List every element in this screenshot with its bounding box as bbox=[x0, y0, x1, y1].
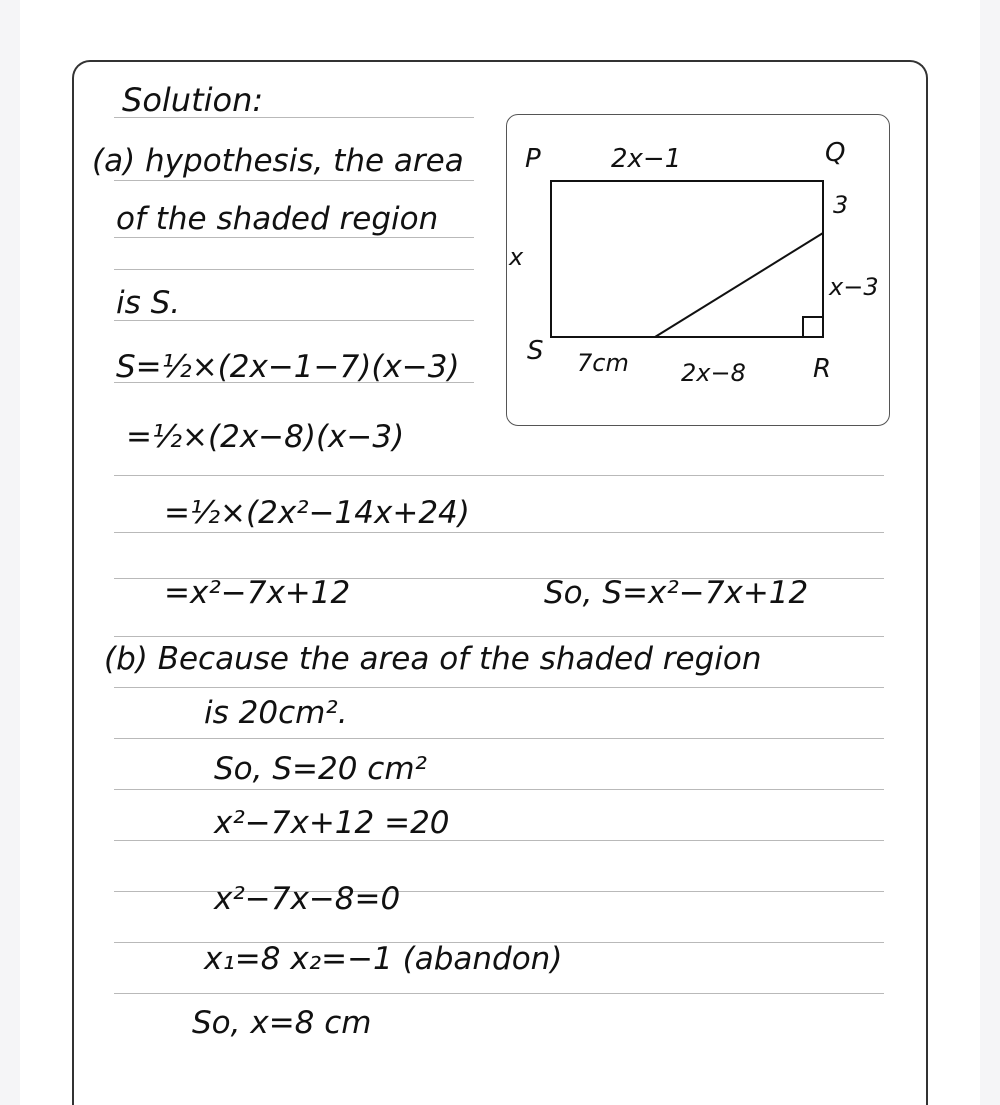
ruled-line bbox=[114, 738, 884, 739]
part-a-equation-3: =½×(2x²−14x+24) bbox=[164, 495, 470, 531]
part-b-equation-4: x₁=8 x₂=−1 (abandon) bbox=[204, 941, 563, 977]
right-top-label: 3 bbox=[833, 191, 849, 219]
shaded-region-hypotenuse bbox=[655, 233, 823, 337]
part-b-final-answer: So, x=8 cm bbox=[192, 1005, 372, 1041]
rectangle-figure bbox=[507, 115, 891, 427]
part-a-conclusion: So, S=x²−7x+12 bbox=[544, 575, 809, 611]
part-b-equation-1: So, S=20 cm² bbox=[214, 751, 427, 787]
part-a-equation-4: =x²−7x+12 bbox=[164, 575, 351, 611]
solution-heading: Solution: bbox=[122, 81, 264, 119]
ruled-line bbox=[114, 237, 474, 238]
solution-card bbox=[72, 60, 928, 1105]
vertex-p-label: P bbox=[525, 144, 541, 174]
ruled-line bbox=[114, 269, 474, 270]
part-a-equation-1: S=½×(2x−1−7)(x−3) bbox=[116, 349, 460, 385]
ruled-line bbox=[114, 636, 884, 637]
vertex-q-label: Q bbox=[825, 138, 846, 168]
bottom-left-label: 7cm bbox=[577, 349, 629, 377]
part-b-equation-3: x²−7x−8=0 bbox=[214, 881, 401, 917]
vertex-s-label: S bbox=[527, 336, 544, 366]
part-a-line-2: of the shaded region bbox=[116, 201, 439, 237]
ruled-line bbox=[114, 687, 884, 688]
rectangle-diagram bbox=[506, 114, 890, 426]
ruled-line bbox=[114, 532, 884, 533]
part-a-line-3: is S. bbox=[116, 285, 181, 321]
part-a-line-1: (a) hypothesis, the area bbox=[92, 143, 464, 179]
left-gutter bbox=[0, 0, 20, 1105]
top-side-label: 2x−1 bbox=[611, 144, 682, 174]
ruled-line bbox=[114, 180, 474, 181]
ruled-line bbox=[114, 789, 884, 790]
right-angle-marker bbox=[803, 317, 823, 337]
part-b-line-2: is 20cm². bbox=[204, 695, 348, 731]
vertex-r-label: R bbox=[813, 354, 832, 384]
part-a-equation-2: =½×(2x−8)(x−3) bbox=[126, 419, 405, 455]
right-bottom-label: x−3 bbox=[829, 273, 879, 301]
part-b-line-1: (b) Because the area of the shaded region bbox=[104, 641, 762, 677]
bottom-right-label: 2x−8 bbox=[681, 359, 746, 387]
right-gutter bbox=[980, 0, 1000, 1105]
ruled-line bbox=[114, 993, 884, 994]
ruled-line bbox=[114, 475, 884, 476]
part-b-equation-2: x²−7x+12 =20 bbox=[214, 805, 450, 841]
left-side-label: x bbox=[509, 243, 524, 271]
